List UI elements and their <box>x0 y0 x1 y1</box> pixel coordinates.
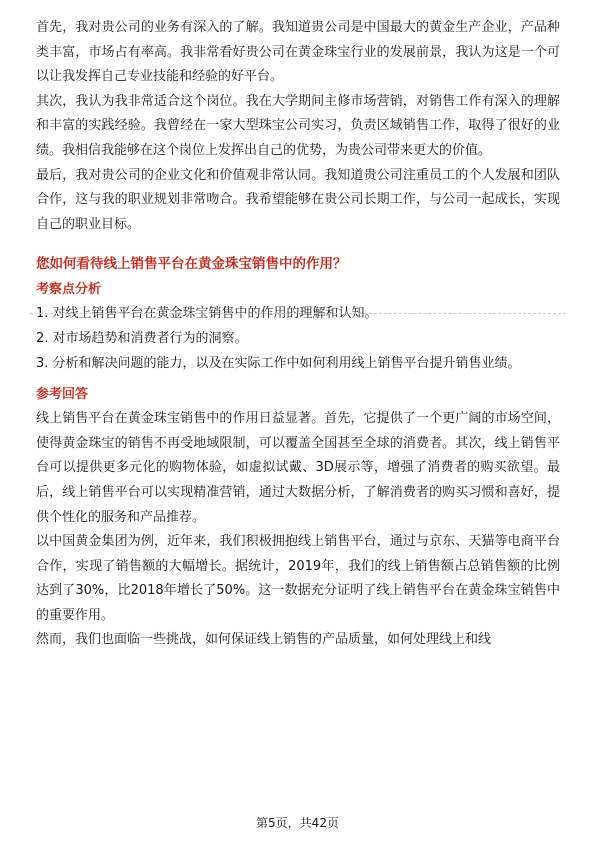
page-content <box>36 16 560 653</box>
intro-paragraph-1: 首先，我对贵公司的业务有深入的了解。我知道贵公司是中国最大的黄金生产企业，产品种类丰富，市场占有率高。我非常看好贵公司在黄金珠宝行业的发展前景，我认为这是一个可以让我发挥自己专业技能和经验的好平台。 <box>36 20 560 85</box>
answer-heading: 参考回答 <box>36 387 89 403</box>
question-heading: 您如何看待线上销售平台在黄金珠宝销售中的作用？ <box>36 256 347 273</box>
answer-paragraph-2: 以中国黄金集团为例，近年来，我们积极拥抱线上销售平台，通过与京东、天猫等电商平台合作，实现了销售额的大幅增长。据统计，2019年，我们的线上销售额占总销售额的比例达到了30%，比2018年增长了50%。这一数据充分证明了线上销售平台在黄金珠宝销售中的重要作用。 <box>36 534 560 623</box>
intro-paragraph-3: 最后，我对贵公司的企业文化和价值观非常认同。我知道贵公司注重员工的个人发展和团队合作，这与我的职业规划非常吻合。我希望能够在贵公司长期工作，与公司一起成长，实现自己的职业目标。 <box>36 167 560 232</box>
analysis-point-2: 2. 对市场趋势和消费者行为的洞察。 <box>36 330 248 346</box>
intro-paragraph-2: 其次，我认为我非常适合这个岗位。我在大学期间主修市场营销，对销售工作有深入的理解和丰富的实践经验。我曾经在一家大型珠宝公司实习，负责区域销售工作，取得了很好的业绩。我相信我能够在这个岗位上发挥出自己的优势，为贵公司带来更大的价值。 <box>36 93 560 158</box>
analysis-point-1: 1. 对线上销售平台在黄金珠宝销售中的作用的理解和认知。 <box>36 306 378 322</box>
answer-paragraph-1: 线上销售平台在黄金珠宝销售中的作用日益显著。首先，它提供了一个更广阔的市场空间，使得黄金珠宝的销售不再受地域限制，可以覆盖全国甚至全球的消费者。其次，线上销售平台可以提供更多元化的购物体验，如虚拟试戴、3D展示等，增强了消费者的购买欲望。最后，线上销售平台可以实现精准营销，通过大数据分析，了解消费者的购买习惯和喜好，提供个性化的服务和产品推荐。 <box>36 411 560 525</box>
analysis-point-3: 3. 分析和解决问题的能力，以及在实际工作中如何利用线上销售平台提升销售业绩。 <box>36 355 521 371</box>
page-number: 第5页，共42页 <box>256 816 339 830</box>
answer-paragraph-3: 然而，我们也面临一些挑战，如何保证线上销售的产品质量，如何处理线上和线 <box>36 632 492 648</box>
section-divider <box>30 313 566 314</box>
analysis-heading: 考察点分析 <box>36 282 102 298</box>
